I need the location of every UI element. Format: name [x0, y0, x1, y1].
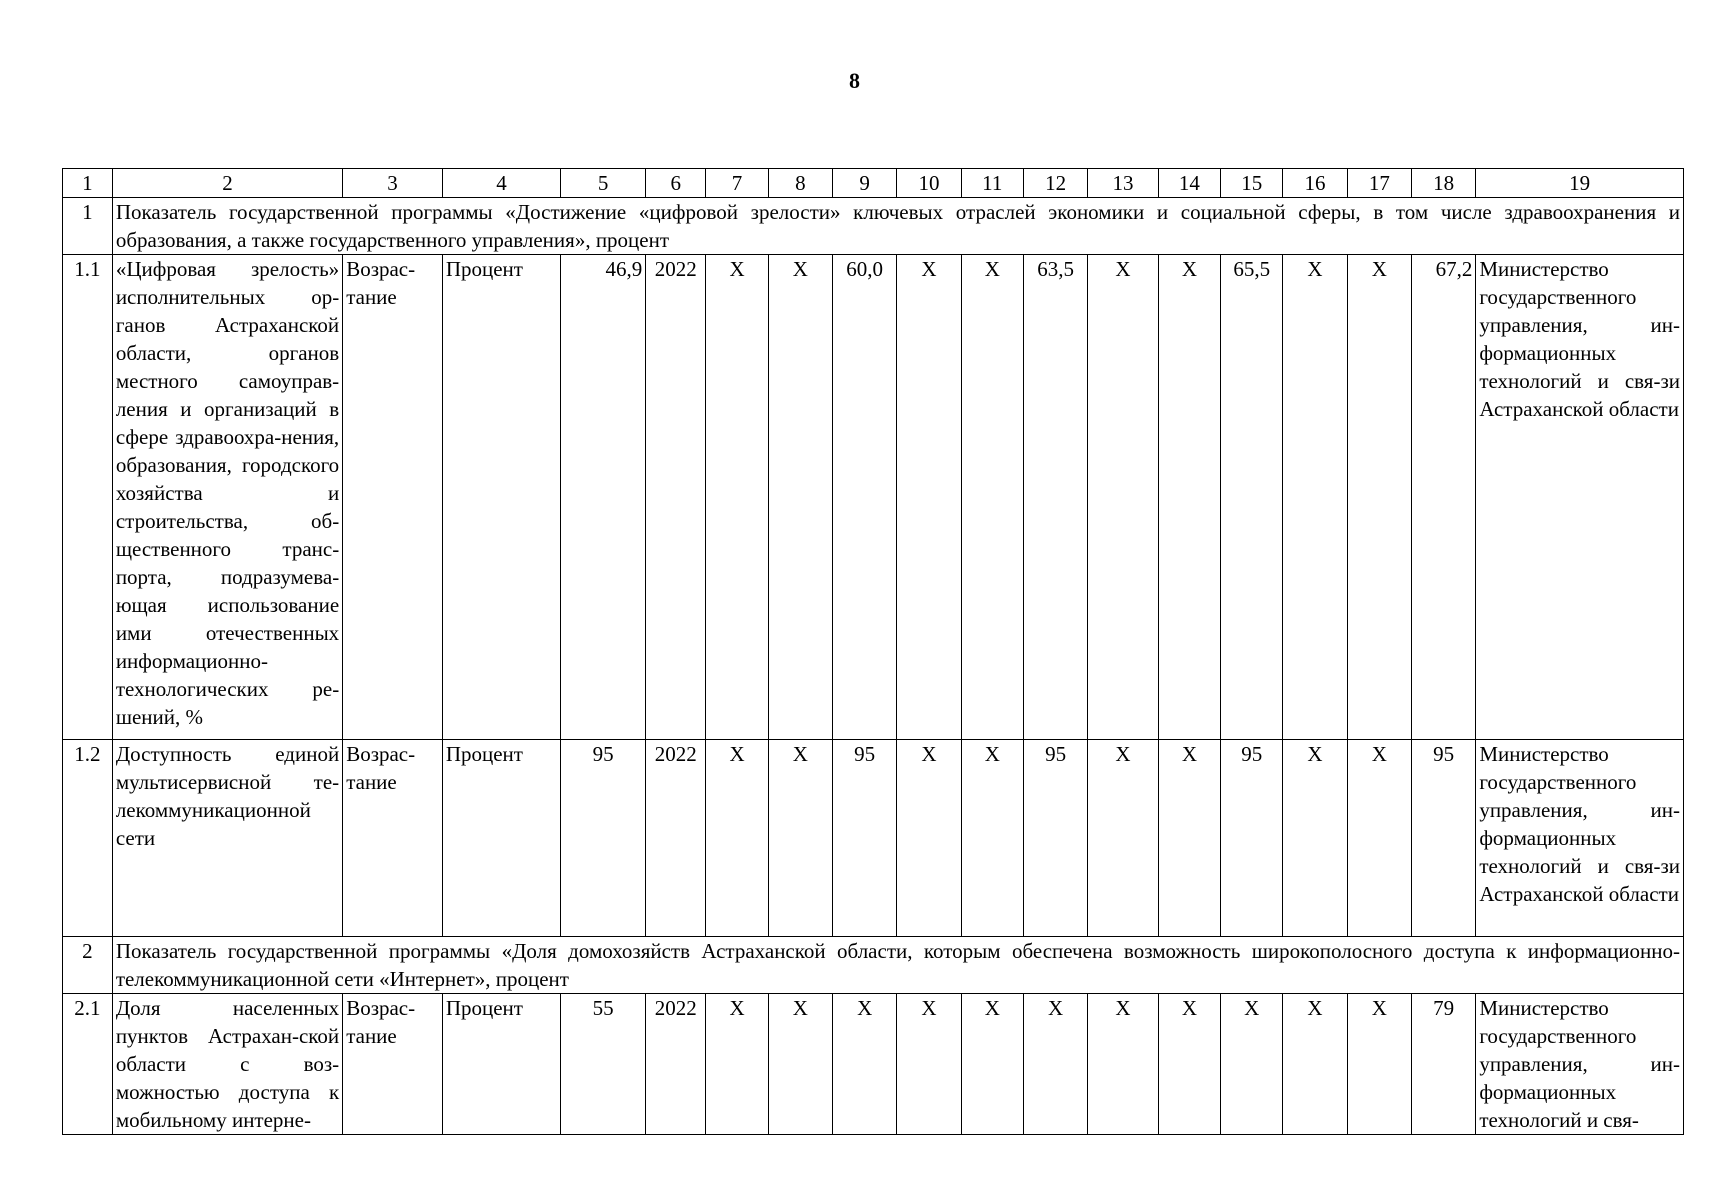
value-cell: Х	[706, 740, 768, 937]
base-value: 46,9	[561, 255, 646, 740]
value-cell: Х	[1283, 994, 1347, 1135]
row-number: 2.1	[63, 994, 113, 1135]
indicator-name: «Цифровая зрелость» исполнительных ор-ганов Астраханской области, органов местного самоуправ-ления и организаций в сфере здравоохра-нения, образования, городского хозяйства и строительства, об-щественного транс-порта, подразумева-ющая использование ими отечественных информационно-технологических ре-шений, %	[112, 255, 342, 740]
column-number: 3	[343, 169, 443, 198]
value-cell: Х	[1088, 994, 1159, 1135]
value-cell: Х	[1158, 740, 1220, 937]
base-year: 2022	[646, 994, 706, 1135]
unit: Процент	[442, 255, 560, 740]
column-number: 13	[1088, 169, 1159, 198]
column-number: 14	[1158, 169, 1220, 198]
value-cell: Х	[1347, 994, 1411, 1135]
section-title: Показатель государственной программы «Достижение «цифровой зрелости» ключевых отраслей экономики и социальной сферы, в том числе здравоохранения и образования, а также государственного управления», процент	[112, 198, 1683, 255]
column-number: 8	[768, 169, 832, 198]
value-cell: 95	[1221, 740, 1283, 937]
value-cell: Х	[1347, 740, 1411, 937]
value-cell: Х	[961, 994, 1023, 1135]
value-cell: Х	[961, 255, 1023, 740]
base-value: 95	[561, 740, 646, 937]
column-number-row	[63, 169, 1684, 198]
value-cell: Х	[768, 994, 832, 1135]
column-number: 18	[1411, 169, 1475, 198]
column-number: 1	[63, 169, 113, 198]
column-number: 12	[1023, 169, 1087, 198]
column-number: 5	[561, 169, 646, 198]
value-cell: Х	[832, 994, 896, 1135]
value-cell: 79	[1411, 994, 1475, 1135]
responsible-body: Министерство государственного управления, ин-формационных технологий и свя-зи Астраханской области	[1476, 740, 1684, 937]
value-cell: 95	[1023, 740, 1087, 937]
value-cell: 67,2	[1411, 255, 1475, 740]
value-cell: Х	[1158, 994, 1220, 1135]
trend: Возрас-тание	[343, 740, 443, 937]
value-cell: 60,0	[832, 255, 896, 740]
column-number: 10	[897, 169, 961, 198]
value-cell: 95	[1411, 740, 1475, 937]
column-number: 16	[1283, 169, 1347, 198]
value-cell: Х	[1088, 255, 1159, 740]
base-year: 2022	[646, 740, 706, 937]
base-year: 2022	[646, 255, 706, 740]
value-cell: Х	[706, 994, 768, 1135]
row-number: 1.2	[63, 740, 113, 937]
row-number: 1.1	[63, 255, 113, 740]
unit: Процент	[442, 994, 560, 1135]
trend: Возрас-тание	[343, 994, 443, 1135]
value-cell: Х	[961, 740, 1023, 937]
column-number: 9	[832, 169, 896, 198]
column-number: 11	[961, 169, 1023, 198]
column-number: 7	[706, 169, 768, 198]
column-number: 2	[112, 169, 342, 198]
value-cell: 65,5	[1221, 255, 1283, 740]
indicators-table	[62, 168, 1684, 1135]
value-cell: 95	[832, 740, 896, 937]
section-row	[63, 937, 1684, 994]
value-cell: 63,5	[1023, 255, 1087, 740]
column-number: 17	[1347, 169, 1411, 198]
value-cell: Х	[1347, 255, 1411, 740]
column-number: 15	[1221, 169, 1283, 198]
section-row	[63, 198, 1684, 255]
section-number: 2	[63, 937, 113, 994]
value-cell: Х	[897, 994, 961, 1135]
value-cell: Х	[768, 255, 832, 740]
unit: Процент	[442, 740, 560, 937]
section-number: 1	[63, 198, 113, 255]
column-number: 6	[646, 169, 706, 198]
value-cell: Х	[1158, 255, 1220, 740]
value-cell: Х	[897, 740, 961, 937]
table-row	[63, 740, 1684, 937]
value-cell: Х	[1283, 255, 1347, 740]
value-cell: Х	[1283, 740, 1347, 937]
page-number: 8	[849, 68, 860, 93]
value-cell: Х	[1023, 994, 1087, 1135]
indicator-name: Доступность единой мультисервисной те-лекоммуникационной сети	[112, 740, 342, 937]
table-row	[63, 994, 1684, 1135]
trend: Возрас-тание	[343, 255, 443, 740]
base-value: 55	[561, 994, 646, 1135]
table-row	[63, 255, 1684, 740]
value-cell: Х	[897, 255, 961, 740]
value-cell: Х	[1221, 994, 1283, 1135]
column-number: 19	[1476, 169, 1684, 198]
section-title: Показатель государственной программы «Доля домохозяйств Астраханской области, которым обеспечена возможность широкополосного доступа к информационно-телекоммуникационной сети «Интернет», процент	[112, 937, 1683, 994]
column-number: 4	[442, 169, 560, 198]
responsible-body: Министерство государственного управления, ин-формационных технологий и свя-зи Астраханской области	[1476, 255, 1684, 740]
responsible-body: Министерство государственного управления, ин-формационных технологий и свя-	[1476, 994, 1684, 1135]
indicator-name: Доля населенных пунктов Астрахан-ской области с воз-можностью доступа к мобильному интерне-	[112, 994, 342, 1135]
value-cell: Х	[768, 740, 832, 937]
value-cell: Х	[1088, 740, 1159, 937]
value-cell: Х	[706, 255, 768, 740]
